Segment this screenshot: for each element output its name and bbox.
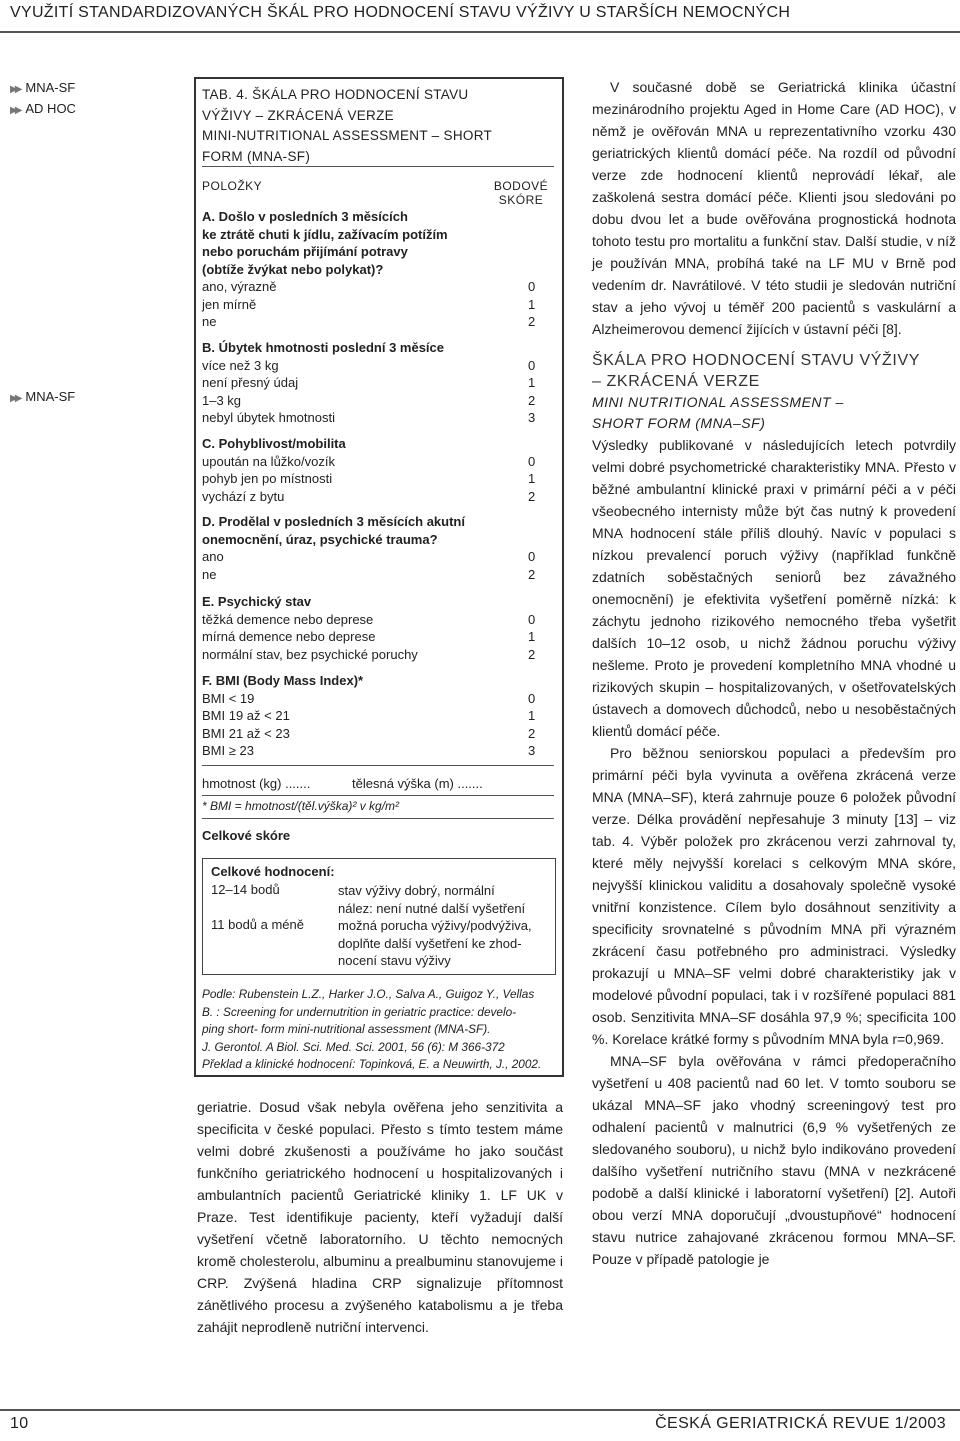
total-rule bbox=[202, 818, 554, 819]
question-a: A. Došlo v posledních 3 měsících ke ztrátě chuti k jídlu, zažívacím potížím nebo poruchám přijímání potravy (obtíže žvýkat nebo polykat)? ano, výrazně 0 jen mírně 1 ne 2 bbox=[202, 208, 548, 331]
question-d: D. Prodělal v posledních 3 měsících akutní onemocnění, úraz, psychické trauma? ano 0 ne 2 bbox=[202, 513, 548, 583]
evaluation-result-2: možná porucha výživy/podvýživa, doplňte další vyšetření ke zhod- nocení stavu výživy bbox=[338, 918, 532, 968]
option-row: BMI 21 až < 23 2 bbox=[202, 725, 536, 741]
option-row: ano, výrazně 0 bbox=[202, 279, 536, 294]
option-row: ne 2 bbox=[202, 566, 536, 582]
paragraph: V současné době se Geriatrická klinika účastní mezinárodního projektu Aged in Home Care (AD HOC), v němž je ověřován MNA u reprezentativního vzorku 430 geriatrických klientů domácí péče. Na rozdíl od původní verze zde hodnocení klientů neprovádí lékař, ale zaškolená sestra domácí péče. Klienti jsou sledováni po dobu dvou let a bude ověřována prognostická hodnota tohoto testu pro mortalitu a funkční stav. Další studie, v níž je používán MNA, probíhá také na LF MU v Brně pod vedením dr. Navrátilové. V této studii je sledován nutriční stav a jeho vývoj u téměř 200 pacientů s vaskulární a Alzheimerovou demencí žijících v ústavní péči [8]. bbox=[592, 79, 956, 337]
evaluation-result-1: stav výživy dobrý, normální nález: není nutné další vyšetření bbox=[338, 883, 526, 916]
option-row: více než 3 kg 0 bbox=[202, 357, 536, 373]
option-row: pohyb jen po místnosti 1 bbox=[202, 471, 536, 486]
bmi-rule bbox=[202, 765, 554, 766]
journal-title: ČESKÁ GERIATRICKÁ REVUE 1/2003 bbox=[655, 1415, 946, 1432]
option-row: ne 2 bbox=[202, 314, 536, 329]
option-row: vychází z bytu 2 bbox=[202, 488, 536, 504]
option-row: BMI < 19 0 bbox=[202, 690, 536, 706]
option-row: těžká demence nebo deprese 0 bbox=[202, 611, 536, 627]
option-row: BMI ≥ 23 3 bbox=[202, 743, 536, 758]
double-chevron-icon: ▶▶ bbox=[10, 105, 20, 116]
bmi-formula: * BMI = hmotnost/(těl.výška)² v kg/m² bbox=[202, 799, 400, 813]
double-chevron-icon: ▶▶ bbox=[10, 84, 20, 95]
paragraph: MNA–SF byla ověřována v rámci předoperačního vyšetření u 408 pacientů nad 60 let. V tomto souboru se ukázal MNA–SF jako vhodný screeningový test pro odhalení pacientů v malnutrici (6,9 % vyšetřených ze sledovaného souboru), u nichž bylo indikováno provedení dalšího vyšetření nutričního stavu (MNA v nezkrácené podobě a další klinické i laboratorní vyšetření) [2]. Autoři obou verzí MNA doporučují „dvoustupňové“ hodnocení stavu nutrice zahajované zkrácenou formou MNA–SF. Pouze v případě patologie je bbox=[592, 1053, 956, 1267]
evaluation-range-1: 12–14 bodů bbox=[211, 882, 280, 897]
option-row: nebyl úbytek hmotnosti 3 bbox=[202, 410, 536, 425]
question-b: B. Úbytek hmotnosti poslední 3 měsíce více než 3 kg 0 není přesný údaj 1 1–3 kg 2 nebyl úbytek hmotnosti 3 bbox=[202, 339, 548, 427]
question-c: C. Pohyblivost/mobilita upoután na lůžko/vozík 0 pohyb jen po místnosti 1 vychází z bytu 2 bbox=[202, 435, 548, 505]
table-reference: Podle: Rubenstein L.Z., Harker J.O., Salva A., Guigoz Y., Vellas B. : Screening for undernutrition in geriatric practice: develo- ping short- form mini-nutritional assessment (MNA-SF). J. Gerontol. A Biol. Sci. Med. Sci. 2001, 56 (6): M 366-372 Překlad a klinické hodnocení: Topinková, E. a Neuwirth, J., 2002. bbox=[202, 987, 542, 1071]
margin-nav-ad-hoc: ▶▶ AD HOC bbox=[10, 101, 76, 116]
margin-nav-mna-sf: ▶▶ MNA-SF bbox=[10, 80, 76, 95]
question-e: E. Psychický stav těžká demence nebo deprese 0 mírná demence nebo deprese 1 normální stav, bez psychické poruchy 2 bbox=[202, 593, 548, 663]
header-rule bbox=[0, 31, 960, 33]
paragraph: Pro běžnou seniorskou populaci a především pro primární péči byla vyvinuta a ověřena zkrácená verze MNA (MNA–SF), která zahrnuje pouze 6 položek původní verze. Délka provádění nepřesahuje 3 minuty [13] – viz tab. 4. Výběr položek pro zkrácenou verzi zahrnoval ty, které měly nejvyšší korelaci s celkovým MNA skóre, nejvyšší klinickou validitu a dosahovaly společně vysoké vnitřní konzistence. Cílem bylo dosáhnout senzitivity a specificity srovnatelné s původním MNA při výrazném zkrácení času potřebného pro administraci. Výsledky prokazují u MNA–SF velmi dobré charakteristiky jak v modelové původní populaci, tak i v rozšířené populaci 881 osob. Senzitivita MNA–SF dosáhla 97,9 %; specificita 100 %. Korelace krátké formy s původním MNA byla r=0,969. bbox=[592, 745, 956, 1047]
evaluation-range-2: 11 bodů a méně bbox=[211, 917, 304, 932]
total-score-label: Celkové skóre bbox=[202, 828, 291, 843]
right-column bbox=[592, 76, 956, 1270]
height-label: tělesná výška (m) ....... bbox=[352, 776, 483, 791]
option-row: jen mírně 1 bbox=[202, 296, 536, 312]
option-row: 1–3 kg 2 bbox=[202, 392, 536, 408]
paragraph: Výsledky publikované v následujících letech potvrdily velmi dobré psychometrické charakteristiky MNA. Přesto v běžné ambulantní klinické praxi v primární péči a v péči všeobecného internisty může být čas nutný k provedení MNA hodnocení stále příliš dlouhý. Navíc v populaci s nízkou prevalencí poruch výživy (například funkčně zdatních soběstačných seniorů bez závažného onemocnění) je efektivita vyšetření poměrně nízká: k záchytu jednoho rizikového nemocného třeba vyšetřit dalších 10–12 osob, u nichž žádnou poruchu výživy nešleme. Proto je provedení kompletního MNA vhodné u rizikových skupin – hospitalizovaných, v ošetřovatelských ústavech a domovech důchodců, nebo u nesoběstačných klientů domácí péče. bbox=[592, 437, 956, 739]
margin-nav-mna-sf-2: ▶▶ MNA-SF bbox=[10, 389, 76, 404]
section-subheading: MINI NUTRITIONAL ASSESSMENT – SHORT FORM (MNA–SF) bbox=[592, 394, 844, 431]
double-chevron-icon: ▶▶ bbox=[10, 393, 20, 404]
question-f: F. BMI (Body Mass Index)* BMI < 19 0 BMI 19 až < 21 1 BMI 21 až < 23 2 BMI ≥ 23 3 bbox=[202, 672, 548, 760]
title-rule bbox=[202, 166, 554, 167]
page-header: VYUŽITÍ STANDARDIZOVANÝCH ŠKÁL PRO HODNOCENÍ STAVU VÝŽIVY U STARŠÍCH NEMOCNÝCH bbox=[10, 4, 791, 21]
option-row: není přesný údaj 1 bbox=[202, 375, 536, 390]
table-title: TAB. 4. ŠKÁLA PRO HODNOCENÍ STAVU VÝŽIVY – ZKRÁCENÁ VERZE MINI-NUTRITIONAL ASSESSMENT – SHORT FORM (MNA-SF) bbox=[202, 87, 493, 164]
evaluation-title: Celkové hodnocení: bbox=[211, 864, 335, 879]
footer-rule bbox=[0, 1409, 960, 1411]
option-row: BMI 19 až < 21 1 bbox=[202, 708, 536, 723]
column-header-score: BODOVÉ SKÓRE bbox=[493, 179, 549, 207]
option-row: ano 0 bbox=[202, 549, 536, 564]
option-row: upoután na lůžko/vozík 0 bbox=[202, 453, 536, 469]
middle-column-text: geriatrie. Dosud však nebyla ověřena jeho senzitivita a specificita v české populaci. Přesto s tímto testem máme velmi dobré zkušenosti a používáme ho jako součást funkčního geriatrického hodnocení u hospitalizovaných i ambulantních pacientů Geriatrické kliniky 1. LF UK v Praze. Test identifikuje pacienty, kteří vyžadují další vyšetření včetně laboratorního. U těchto nemocných kromě cholesterolu, albuminu a prealbuminu stanovujeme i CRP. Zvýšená hladina CRP signalizuje přítomnost zánětlivého procesu a zvýšeného katabolismu a je třeba zahájit neprodleně nutriční intervenci. bbox=[197, 1099, 563, 1335]
weight-label: hmotnost (kg) ....... bbox=[202, 776, 311, 791]
page-number: 10 bbox=[10, 1415, 29, 1432]
column-header-items: POLOŽKY bbox=[202, 179, 263, 193]
option-row: mírná demence nebo deprese 1 bbox=[202, 629, 536, 644]
formula-rule bbox=[202, 795, 554, 796]
section-heading: ŠKÁLA PRO HODNOCENÍ STAVU VÝŽIVY – ZKRÁCENÁ VERZE bbox=[592, 352, 921, 390]
option-row: normální stav, bez psychické poruchy 2 bbox=[202, 646, 536, 662]
